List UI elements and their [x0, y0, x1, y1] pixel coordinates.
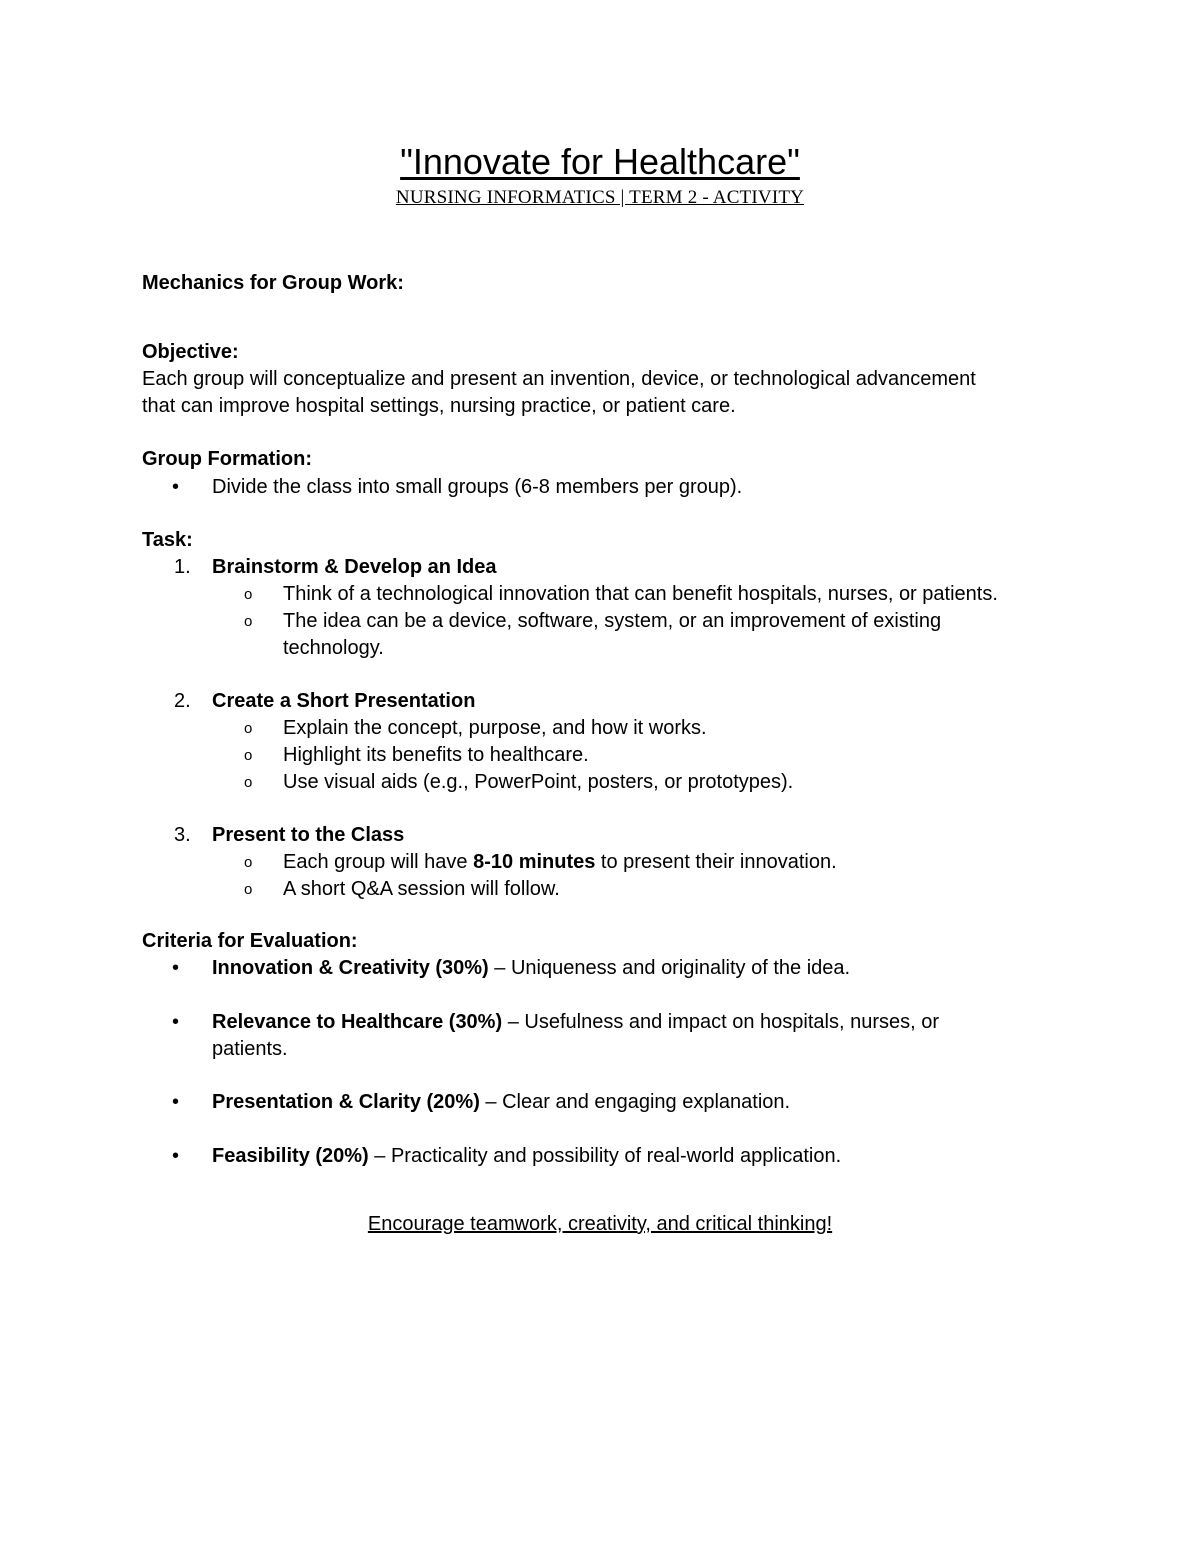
step-point-emphasis: 8-10 minutes: [473, 851, 596, 873]
sub-bullet-icon: o: [244, 774, 253, 791]
criteria-label: Relevance to Healthcare (30%): [212, 1011, 503, 1033]
objective-heading: Objective:: [142, 341, 239, 363]
document-subtitle: NURSING INFORMATICS | TERM 2 - ACTIVITY: [395, 187, 805, 208]
document-title: "Innovate for Healthcare": [400, 141, 800, 182]
task-heading: Task:: [142, 529, 193, 551]
objective-line-2: that can improve hospital settings, nursing practice, or patient care.: [142, 395, 736, 417]
step-point: Highlight its benefits to healthcare.: [283, 744, 589, 766]
step-title: Create a Short Presentation: [212, 690, 476, 712]
criteria-label: Feasibility (20%): [212, 1145, 369, 1167]
sub-bullet-icon: o: [244, 720, 253, 737]
step-point: Explain the concept, purpose, and how it works.: [283, 717, 707, 739]
criteria-description: – Usefulness and impact on hospitals, nurses, or: [502, 1011, 940, 1033]
step-point-text: Each group will have: [283, 851, 474, 873]
criteria-heading: Criteria for Evaluation:: [142, 930, 358, 952]
bullet-icon: •: [172, 1145, 180, 1167]
criteria-item: [212, 1089, 790, 1116]
criteria-label: Presentation & Clarity (20%): [212, 1091, 480, 1113]
mechanics-heading: Mechanics for Group Work:: [142, 272, 404, 294]
criteria-item: [212, 1143, 841, 1170]
step-point-continuation: technology.: [283, 637, 384, 659]
step-point: [283, 849, 837, 876]
criteria-description: – Uniqueness and originality of the idea.: [488, 957, 851, 979]
step-number: 2.: [174, 690, 191, 712]
step-title: Present to the Class: [212, 824, 405, 846]
group-formation-heading: Group Formation:: [142, 448, 312, 470]
bullet-icon: •: [172, 957, 180, 979]
closing-note: Encourage teamwork, creativity, and critical thinking!: [367, 1213, 833, 1235]
criteria-description: – Clear and engaging explanation.: [479, 1091, 791, 1113]
step-point-text: to present their innovation.: [595, 851, 837, 873]
group-formation-item: Divide the class into small groups (6-8 members per group).: [212, 476, 743, 498]
objective-line-1: Each group will conceptualize and present an invention, device, or technological advancement: [142, 368, 976, 390]
step-number: 1.: [174, 556, 191, 578]
bullet-icon: •: [172, 1011, 180, 1033]
step-point: The idea can be a device, software, system, or an improvement of existing: [283, 610, 942, 632]
criteria-item: [212, 1009, 939, 1036]
criteria-description: – Practicality and possibility of real-world application.: [368, 1145, 842, 1167]
bullet-icon: •: [172, 1091, 180, 1113]
step-number: 3.: [174, 824, 191, 846]
step-point: A short Q&A session will follow.: [283, 878, 560, 900]
sub-bullet-icon: o: [244, 613, 253, 630]
sub-bullet-icon: o: [244, 747, 253, 764]
step-point: Use visual aids (e.g., PowerPoint, posters, or prototypes).: [283, 771, 794, 793]
sub-bullet-icon: o: [244, 881, 253, 898]
step-title: Brainstorm & Develop an Idea: [212, 556, 497, 578]
sub-bullet-icon: o: [244, 586, 253, 603]
step-point: Think of a technological innovation that can benefit hospitals, nurses, or patients.: [283, 583, 998, 605]
bullet-icon: •: [172, 476, 180, 498]
criteria-label: Innovation & Creativity (30%): [212, 957, 489, 979]
criteria-item: [212, 955, 850, 982]
sub-bullet-icon: o: [244, 854, 253, 871]
criteria-description-continuation: patients.: [212, 1038, 288, 1060]
